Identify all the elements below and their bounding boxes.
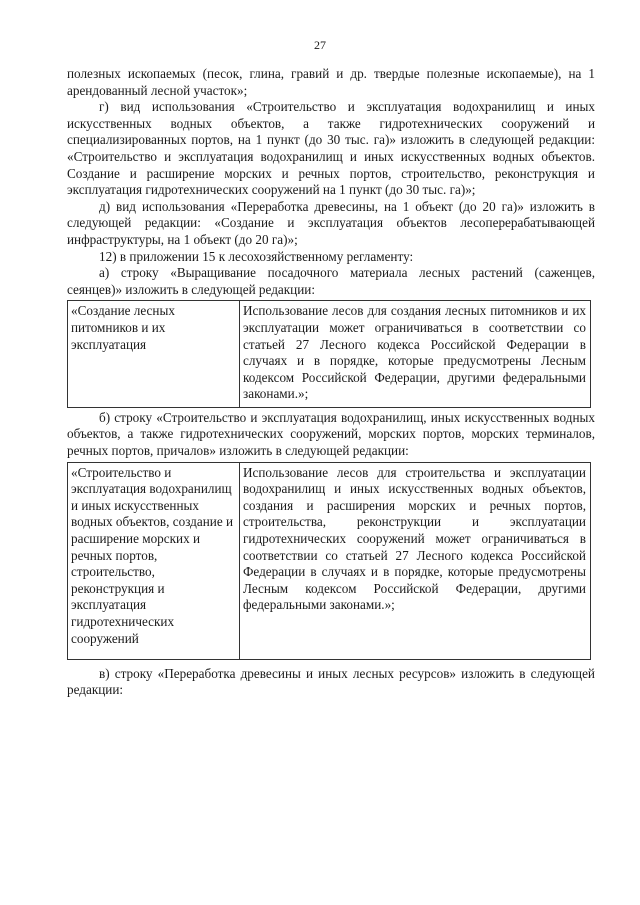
table-cell-usage-type: «Строительство и эксплуатация водохранилищ и иных искусственных водных объектов, создание и расширение морских и речных портов, строительство, реконструкция и эксплуатация гидротехнических сооружений — [68, 462, 240, 659]
table-cell-usage-type: «Создание лесных питомников и их эксплуатация — [68, 301, 240, 408]
paragraph-item-12: 12) в приложении 15 к лесохозяйственному регламенту: — [99, 248, 414, 264]
paragraph-item-v: в) строку «Переработка древесины и иных лесных ресурсов» изложить в следующей редакции: — [67, 665, 595, 698]
table-reservoirs-ports — [67, 462, 591, 660]
table-cell-restriction: Использование лесов для строительства и эксплуатации водохранилищ и иных искусственных водных объектов, создания и расширения морских и речных портов, строительства, реконструкции и эксплуатации гидротехнических сооружений может ограничиваться в соответствии со статьей 27 Лесного кодекса Российской Федерации в случаях и в порядке, которые предусмотрены Лесным кодексом Российской Федерации, другими федеральными законами.»; — [240, 462, 591, 659]
table-row — [68, 301, 591, 408]
paragraph-continuation: полезных ископаемых (песок, глина, гравий и др. твердые полезные ископаемые), на 1 арендованный лесной участок»; — [67, 66, 595, 98]
paragraph-item-g: г) вид использования «Строительство и эксплуатация водохранилищ и иных искусственных водных объектов, а также гидротехнических сооружений и специализированных портов, на 1 пункт (до 30 тыс. га)» изложить в следующей редакции: «Строительство и эксплуатация водохранилищ и иных искусственных водных объектов. Создание и расширение морских и речных портов, строительство, реконструкция и эксплуатация гидротехнических сооружений на 1 пункт (до 30 тыс. га)»; — [67, 99, 595, 198]
paragraph-item-d: д) вид использования «Переработка древесины, на 1 объект (до 20 га)» изложить в следующей редакции: «Создание и эксплуатация объектов лесоперерабатывающей инфраструктуры, на 1 объект (до 20 га)»; — [67, 198, 595, 247]
paragraph-item-a: а) строку «Выращивание посадочного материала лесных растений (саженцев, сеянцев)» изложить в следующей редакции: — [67, 265, 595, 297]
table-nurseries — [67, 300, 591, 408]
paragraph-item-b: б) строку «Строительство и эксплуатация водохранилищ, иных искусственных водных объектов, а также гидротехнических сооружений, морских портов, морских терминалов, речных портов, причалов» изложить в следующей редакции: — [67, 409, 595, 459]
page-number: 27 — [314, 38, 326, 52]
table-row — [68, 462, 591, 659]
table-cell-restriction: Использование лесов для создания лесных питомников и их эксплуатации может ограничиваться в соответствии со статьей 27 Лесного кодекса Российской Федерации в случаях и в порядке, которые предусмотрены Лесным кодексом Российской Федерации, другими федеральными законами.»; — [240, 301, 591, 408]
document-body — [67, 66, 595, 699]
